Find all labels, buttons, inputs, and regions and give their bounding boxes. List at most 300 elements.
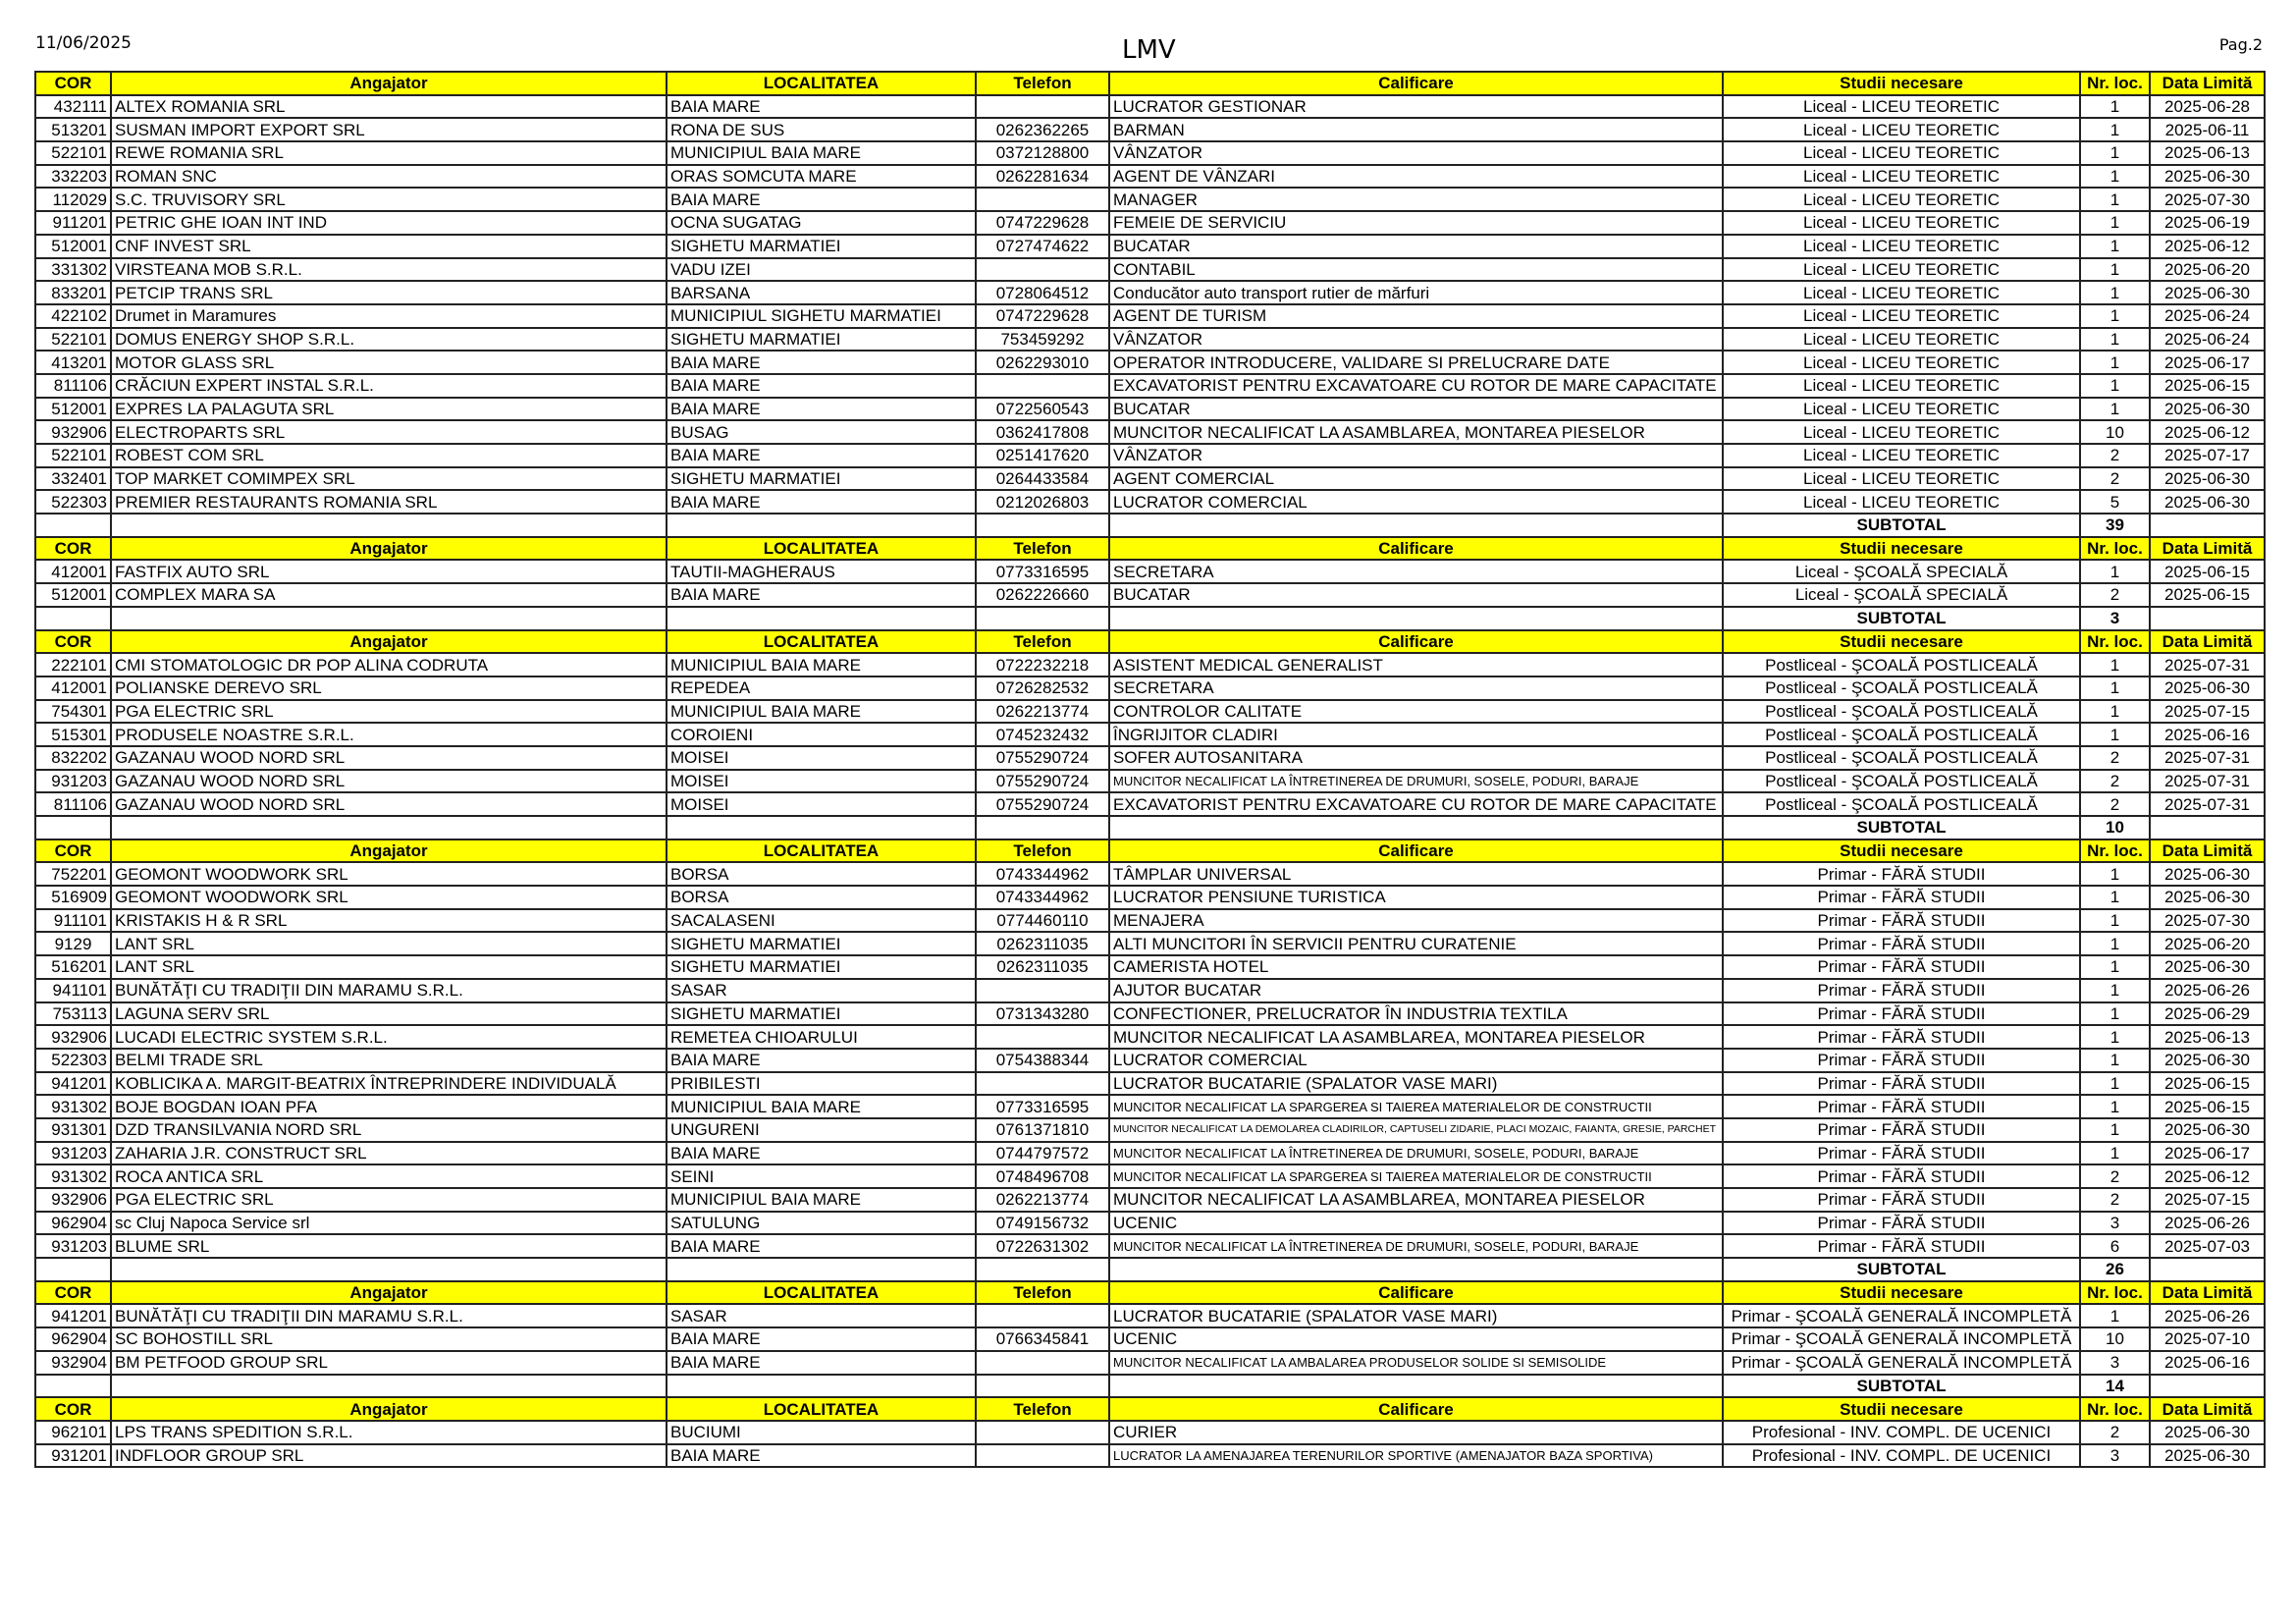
cell-studii: Primar - FĂRĂ STUDII bbox=[1723, 1025, 2080, 1049]
cell-cor: 432111 bbox=[35, 95, 111, 119]
cell-localitatea: COROIENI bbox=[667, 723, 976, 746]
cell-studii: Postliceal - ŞCOALĂ POSTLICEALĂ bbox=[1723, 677, 2080, 700]
column-header-calificare: Calificare bbox=[1109, 537, 1723, 561]
cell-localitatea: BAIA MARE bbox=[667, 1142, 976, 1165]
cell-nr-loc: 1 bbox=[2080, 677, 2150, 700]
empty-cell bbox=[111, 816, 667, 839]
cell-angajator: GEOMONT WOODWORK SRL bbox=[111, 886, 667, 909]
cell-data-limita: 2025-07-31 bbox=[2150, 653, 2265, 677]
cell-data-limita: 2025-06-20 bbox=[2150, 258, 2265, 282]
cell-angajator: ZAHARIA J.R. CONSTRUCT SRL bbox=[111, 1142, 667, 1165]
cell-data-limita: 2025-06-30 bbox=[2150, 886, 2265, 909]
cell-cor: 413201 bbox=[35, 351, 111, 374]
cell-studii: Primar - FĂRĂ STUDII bbox=[1723, 862, 2080, 886]
column-header-localitatea: LOCALITATEA bbox=[667, 1281, 976, 1305]
cell-studii: Liceal - LICEU TEORETIC bbox=[1723, 235, 2080, 258]
cell-angajator: ROMAN SNC bbox=[111, 165, 667, 189]
cell-calificare: CAMERISTA HOTEL bbox=[1109, 955, 1723, 979]
cell-localitatea: SIGHETU MARMATIEI bbox=[667, 328, 976, 352]
cell-cor: 522303 bbox=[35, 490, 111, 514]
cell-telefon bbox=[976, 1421, 1109, 1444]
column-header-localitatea: LOCALITATEA bbox=[667, 630, 976, 654]
cell-cor: 931301 bbox=[35, 1118, 111, 1142]
column-header-telefon: Telefon bbox=[976, 1281, 1109, 1305]
cell-localitatea: SACALASENI bbox=[667, 909, 976, 933]
cell-calificare: ÎNGRIJITOR CLADIRI bbox=[1109, 723, 1723, 746]
cell-cor: 422102 bbox=[35, 304, 111, 328]
column-header-localitatea: LOCALITATEA bbox=[667, 72, 976, 95]
subtotal-label: SUBTOTAL bbox=[1723, 514, 2080, 537]
cell-data-limita: 2025-07-10 bbox=[2150, 1327, 2265, 1351]
cell-studii: Liceal - LICEU TEORETIC bbox=[1723, 211, 2080, 235]
cell-nr-loc: 1 bbox=[2080, 560, 2150, 583]
subtotal-label: SUBTOTAL bbox=[1723, 1258, 2080, 1281]
table-row bbox=[35, 1002, 2265, 1026]
cell-studii: Primar - ŞCOALĂ GENERALĂ INCOMPLETĂ bbox=[1723, 1351, 2080, 1375]
column-header-data-limita: Data Limită bbox=[2150, 839, 2265, 863]
cell-telefon bbox=[976, 1351, 1109, 1375]
cell-angajator: sc Cluj Napoca Service srl bbox=[111, 1212, 667, 1235]
cell-telefon: 0748496708 bbox=[976, 1164, 1109, 1188]
cell-calificare: AJUTOR BUCATAR bbox=[1109, 979, 1723, 1002]
column-header-telefon: Telefon bbox=[976, 1397, 1109, 1421]
cell-telefon: 753459292 bbox=[976, 328, 1109, 352]
cell-telefon: 0212026803 bbox=[976, 490, 1109, 514]
cell-nr-loc: 5 bbox=[2080, 490, 2150, 514]
cell-angajator: COMPLEX MARA SA bbox=[111, 583, 667, 607]
column-header-studii: Studii necesare bbox=[1723, 839, 2080, 863]
cell-localitatea: BUSAG bbox=[667, 420, 976, 444]
cell-cor: 931203 bbox=[35, 1234, 111, 1258]
cell-telefon: 0745232432 bbox=[976, 723, 1109, 746]
cell-nr-loc: 2 bbox=[2080, 770, 2150, 793]
column-header-nr-loc: Nr. loc. bbox=[2080, 1281, 2150, 1305]
table-row bbox=[35, 723, 2265, 746]
cell-cor: 512001 bbox=[35, 398, 111, 421]
cell-calificare: AGENT COMERCIAL bbox=[1109, 467, 1723, 491]
cell-studii: Postliceal - ŞCOALĂ POSTLICEALĂ bbox=[1723, 792, 2080, 816]
table-row bbox=[35, 1444, 2265, 1468]
cell-data-limita: 2025-06-26 bbox=[2150, 979, 2265, 1002]
column-header-studii: Studii necesare bbox=[1723, 72, 2080, 95]
column-header-cor: COR bbox=[35, 537, 111, 561]
cell-data-limita: 2025-06-15 bbox=[2150, 1072, 2265, 1096]
column-header-nr-loc: Nr. loc. bbox=[2080, 630, 2150, 654]
cell-studii: Primar - FĂRĂ STUDII bbox=[1723, 1188, 2080, 1212]
cell-calificare: MUNCITOR NECALIFICAT LA AMBALAREA PRODUSELOR SOLIDE SI SEMISOLIDE bbox=[1109, 1351, 1723, 1375]
column-header-studii: Studii necesare bbox=[1723, 1281, 2080, 1305]
column-header-angajator: Angajator bbox=[111, 1281, 667, 1305]
cell-cor: 931203 bbox=[35, 1142, 111, 1165]
cell-calificare: AGENT DE TURISM bbox=[1109, 304, 1723, 328]
empty-cell bbox=[667, 1258, 976, 1281]
cell-localitatea: ORAS SOMCUTA MARE bbox=[667, 165, 976, 189]
cell-studii: Primar - FĂRĂ STUDII bbox=[1723, 1234, 2080, 1258]
subtotal-label: SUBTOTAL bbox=[1723, 816, 2080, 839]
table-row bbox=[35, 1188, 2265, 1212]
cell-telefon bbox=[976, 1304, 1109, 1327]
cell-localitatea: BAIA MARE bbox=[667, 188, 976, 211]
cell-localitatea: BAIA MARE bbox=[667, 398, 976, 421]
cell-cor: 932906 bbox=[35, 1188, 111, 1212]
column-header-angajator: Angajator bbox=[111, 1397, 667, 1421]
cell-nr-loc: 1 bbox=[2080, 1049, 2150, 1072]
column-header-cor: COR bbox=[35, 630, 111, 654]
cell-localitatea: MOISEI bbox=[667, 792, 976, 816]
column-header-calificare: Calificare bbox=[1109, 1281, 1723, 1305]
cell-telefon: 0766345841 bbox=[976, 1327, 1109, 1351]
cell-data-limita: 2025-07-03 bbox=[2150, 1234, 2265, 1258]
cell-nr-loc: 1 bbox=[2080, 723, 2150, 746]
table-row bbox=[35, 583, 2265, 607]
cell-nr-loc: 2 bbox=[2080, 467, 2150, 491]
cell-telefon: 0262226660 bbox=[976, 583, 1109, 607]
empty-cell bbox=[2150, 1258, 2265, 1281]
cell-telefon: 0264433584 bbox=[976, 467, 1109, 491]
cell-telefon: 0251417620 bbox=[976, 444, 1109, 467]
cell-telefon: 0754388344 bbox=[976, 1049, 1109, 1072]
cell-data-limita: 2025-07-31 bbox=[2150, 792, 2265, 816]
cell-studii: Primar - FĂRĂ STUDII bbox=[1723, 979, 2080, 1002]
cell-angajator: Drumet in Maramures bbox=[111, 304, 667, 328]
cell-data-limita: 2025-07-31 bbox=[2150, 746, 2265, 770]
section-header-row bbox=[35, 72, 2265, 95]
cell-localitatea: MUNICIPIUL BAIA MARE bbox=[667, 141, 976, 165]
empty-cell bbox=[2150, 1375, 2265, 1398]
cell-cor: 932906 bbox=[35, 1025, 111, 1049]
empty-cell bbox=[35, 1375, 111, 1398]
cell-nr-loc: 1 bbox=[2080, 188, 2150, 211]
empty-cell bbox=[667, 816, 976, 839]
cell-cor: 516201 bbox=[35, 955, 111, 979]
table-row bbox=[35, 955, 2265, 979]
subtotal-row bbox=[35, 816, 2265, 839]
cell-telefon: 0773316595 bbox=[976, 1095, 1109, 1118]
cell-telefon: 0749156732 bbox=[976, 1212, 1109, 1235]
cell-telefon: 0262213774 bbox=[976, 1188, 1109, 1212]
cell-nr-loc: 1 bbox=[2080, 398, 2150, 421]
cell-nr-loc: 3 bbox=[2080, 1351, 2150, 1375]
cell-nr-loc: 3 bbox=[2080, 1444, 2150, 1468]
table-row bbox=[35, 1118, 2265, 1142]
column-header-telefon: Telefon bbox=[976, 72, 1109, 95]
cell-cor: 932904 bbox=[35, 1351, 111, 1375]
cell-studii: Liceal - LICEU TEORETIC bbox=[1723, 398, 2080, 421]
cell-nr-loc: 1 bbox=[2080, 374, 2150, 398]
cell-telefon: 0747229628 bbox=[976, 211, 1109, 235]
cell-studii: Primar - FĂRĂ STUDII bbox=[1723, 909, 2080, 933]
cell-telefon: 0722631302 bbox=[976, 1234, 1109, 1258]
cell-data-limita: 2025-06-30 bbox=[2150, 1421, 2265, 1444]
table-row bbox=[35, 235, 2265, 258]
cell-localitatea: BAIA MARE bbox=[667, 351, 976, 374]
empty-cell bbox=[976, 514, 1109, 537]
table-row bbox=[35, 1327, 2265, 1351]
cell-studii: Primar - FĂRĂ STUDII bbox=[1723, 932, 2080, 955]
cell-calificare: OPERATOR INTRODUCERE, VALIDARE SI PRELUCRARE DATE bbox=[1109, 351, 1723, 374]
cell-data-limita: 2025-07-15 bbox=[2150, 700, 2265, 724]
cell-calificare: SECRETARA bbox=[1109, 560, 1723, 583]
cell-localitatea: SEINI bbox=[667, 1164, 976, 1188]
cell-telefon bbox=[976, 1025, 1109, 1049]
cell-cor: 941201 bbox=[35, 1304, 111, 1327]
cell-studii: Liceal - LICEU TEORETIC bbox=[1723, 374, 2080, 398]
cell-localitatea: MOISEI bbox=[667, 746, 976, 770]
cell-data-limita: 2025-06-30 bbox=[2150, 1049, 2265, 1072]
cell-calificare: SOFER AUTOSANITARA bbox=[1109, 746, 1723, 770]
column-header-angajator: Angajator bbox=[111, 839, 667, 863]
cell-studii: Primar - FĂRĂ STUDII bbox=[1723, 1118, 2080, 1142]
cell-studii: Liceal - LICEU TEORETIC bbox=[1723, 258, 2080, 282]
cell-studii: Liceal - ŞCOALĂ SPECIALĂ bbox=[1723, 583, 2080, 607]
cell-telefon: 0728064512 bbox=[976, 281, 1109, 304]
cell-telefon: 0262311035 bbox=[976, 932, 1109, 955]
cell-nr-loc: 2 bbox=[2080, 746, 2150, 770]
empty-cell bbox=[111, 1258, 667, 1281]
cell-nr-loc: 1 bbox=[2080, 95, 2150, 119]
column-header-studii: Studii necesare bbox=[1723, 1397, 2080, 1421]
table-row bbox=[35, 95, 2265, 119]
cell-nr-loc: 1 bbox=[2080, 211, 2150, 235]
cell-localitatea: BAIA MARE bbox=[667, 1049, 976, 1072]
column-header-angajator: Angajator bbox=[111, 72, 667, 95]
table-row bbox=[35, 304, 2265, 328]
cell-calificare: EXCAVATORIST PENTRU EXCAVATOARE CU ROTOR DE MARE CAPACITATE bbox=[1109, 374, 1723, 398]
cell-calificare: CONFECTIONER, PRELUCRATOR ÎN INDUSTRIA TEXTILA bbox=[1109, 1002, 1723, 1026]
cell-localitatea: BAIA MARE bbox=[667, 95, 976, 119]
cell-angajator: BOJE BOGDAN IOAN PFA bbox=[111, 1095, 667, 1118]
table-row bbox=[35, 1095, 2265, 1118]
section-header-row bbox=[35, 839, 2265, 863]
table-row bbox=[35, 1142, 2265, 1165]
empty-cell bbox=[1109, 1375, 1723, 1398]
cell-cor: 512001 bbox=[35, 583, 111, 607]
cell-data-limita: 2025-06-30 bbox=[2150, 677, 2265, 700]
table-row bbox=[35, 328, 2265, 352]
cell-nr-loc: 1 bbox=[2080, 1072, 2150, 1096]
cell-studii: Postliceal - ŞCOALĂ POSTLICEALĂ bbox=[1723, 653, 2080, 677]
cell-cor: 911201 bbox=[35, 211, 111, 235]
cell-data-limita: 2025-06-30 bbox=[2150, 281, 2265, 304]
cell-data-limita: 2025-06-30 bbox=[2150, 1118, 2265, 1142]
cell-angajator: ALTEX ROMANIA SRL bbox=[111, 95, 667, 119]
cell-telefon: 0262362265 bbox=[976, 118, 1109, 141]
cell-cor: 752201 bbox=[35, 862, 111, 886]
cell-localitatea: RONA DE SUS bbox=[667, 118, 976, 141]
column-header-data-limita: Data Limită bbox=[2150, 1281, 2265, 1305]
cell-nr-loc: 1 bbox=[2080, 932, 2150, 955]
cell-cor: 832202 bbox=[35, 746, 111, 770]
table-row bbox=[35, 165, 2265, 189]
column-header-cor: COR bbox=[35, 72, 111, 95]
cell-data-limita: 2025-06-12 bbox=[2150, 420, 2265, 444]
cell-studii: Liceal - LICEU TEORETIC bbox=[1723, 95, 2080, 119]
empty-cell bbox=[111, 607, 667, 630]
cell-data-limita: 2025-06-30 bbox=[2150, 165, 2265, 189]
cell-cor: 331302 bbox=[35, 258, 111, 282]
cell-telefon bbox=[976, 258, 1109, 282]
cell-calificare: BUCATAR bbox=[1109, 583, 1723, 607]
cell-calificare: VÂNZATOR bbox=[1109, 444, 1723, 467]
section-header-row bbox=[35, 537, 2265, 561]
cell-data-limita: 2025-07-30 bbox=[2150, 909, 2265, 933]
cell-nr-loc: 1 bbox=[2080, 955, 2150, 979]
cell-nr-loc: 3 bbox=[2080, 1212, 2150, 1235]
cell-calificare: VÂNZATOR bbox=[1109, 141, 1723, 165]
table-row bbox=[35, 700, 2265, 724]
cell-data-limita: 2025-06-26 bbox=[2150, 1304, 2265, 1327]
cell-nr-loc: 1 bbox=[2080, 1002, 2150, 1026]
table-row bbox=[35, 374, 2265, 398]
table-row bbox=[35, 932, 2265, 955]
cell-nr-loc: 1 bbox=[2080, 258, 2150, 282]
cell-angajator: ROBEST COM SRL bbox=[111, 444, 667, 467]
cell-localitatea: REMETEA CHIOARULUI bbox=[667, 1025, 976, 1049]
cell-localitatea: MUNICIPIUL BAIA MARE bbox=[667, 653, 976, 677]
cell-nr-loc: 1 bbox=[2080, 886, 2150, 909]
cell-angajator: S.C. TRUVISORY SRL bbox=[111, 188, 667, 211]
table-row bbox=[35, 281, 2265, 304]
cell-telefon: 0372128800 bbox=[976, 141, 1109, 165]
cell-calificare: MUNCITOR NECALIFICAT LA ÎNTRETINEREA DE DRUMURI, SOSELE, PODURI, BARAJE bbox=[1109, 770, 1723, 793]
cell-nr-loc: 1 bbox=[2080, 1142, 2150, 1165]
cell-data-limita: 2025-06-24 bbox=[2150, 328, 2265, 352]
cell-nr-loc: 2 bbox=[2080, 1188, 2150, 1212]
cell-cor: 941201 bbox=[35, 1072, 111, 1096]
cell-calificare: SECRETARA bbox=[1109, 677, 1723, 700]
cell-localitatea: REPEDEA bbox=[667, 677, 976, 700]
cell-angajator: INDFLOOR GROUP SRL bbox=[111, 1444, 667, 1468]
cell-telefon bbox=[976, 979, 1109, 1002]
empty-cell bbox=[35, 607, 111, 630]
cell-nr-loc: 1 bbox=[2080, 1025, 2150, 1049]
subtotal-row bbox=[35, 514, 2265, 537]
cell-localitatea: VADU IZEI bbox=[667, 258, 976, 282]
cell-studii: Postliceal - ŞCOALĂ POSTLICEALĂ bbox=[1723, 723, 2080, 746]
cell-nr-loc: 1 bbox=[2080, 141, 2150, 165]
cell-studii: Primar - FĂRĂ STUDII bbox=[1723, 1142, 2080, 1165]
cell-nr-loc: 1 bbox=[2080, 1118, 2150, 1142]
cell-calificare: MUNCITOR NECALIFICAT LA SPARGEREA SI TAIEREA MATERIALELOR DE CONSTRUCTII bbox=[1109, 1095, 1723, 1118]
cell-nr-loc: 1 bbox=[2080, 235, 2150, 258]
cell-angajator: FASTFIX AUTO SRL bbox=[111, 560, 667, 583]
table-row bbox=[35, 746, 2265, 770]
cell-studii: Primar - FĂRĂ STUDII bbox=[1723, 886, 2080, 909]
empty-cell bbox=[1109, 816, 1723, 839]
cell-data-limita: 2025-06-12 bbox=[2150, 1164, 2265, 1188]
table-row bbox=[35, 444, 2265, 467]
cell-cor: 962904 bbox=[35, 1212, 111, 1235]
cell-studii: Postliceal - ŞCOALĂ POSTLICEALĂ bbox=[1723, 746, 2080, 770]
cell-data-limita: 2025-06-13 bbox=[2150, 1025, 2265, 1049]
column-header-telefon: Telefon bbox=[976, 839, 1109, 863]
cell-angajator: SC BOHOSTILL SRL bbox=[111, 1327, 667, 1351]
cell-angajator: BELMI TRADE SRL bbox=[111, 1049, 667, 1072]
cell-cor: 522101 bbox=[35, 328, 111, 352]
cell-localitatea: SIGHETU MARMATIEI bbox=[667, 1002, 976, 1026]
cell-cor: 412001 bbox=[35, 560, 111, 583]
cell-telefon: 0362417808 bbox=[976, 420, 1109, 444]
cell-telefon: 0262281634 bbox=[976, 165, 1109, 189]
cell-angajator: GAZANAU WOOD NORD SRL bbox=[111, 770, 667, 793]
section-header-row bbox=[35, 1397, 2265, 1421]
cell-calificare: MUNCITOR NECALIFICAT LA SPARGEREA SI TAIEREA MATERIALELOR DE CONSTRUCTII bbox=[1109, 1164, 1723, 1188]
empty-cell bbox=[35, 816, 111, 839]
table-row bbox=[35, 862, 2265, 886]
cell-calificare: MANAGER bbox=[1109, 188, 1723, 211]
cell-angajator: LANT SRL bbox=[111, 932, 667, 955]
cell-telefon: 0755290724 bbox=[976, 792, 1109, 816]
cell-calificare: MUNCITOR NECALIFICAT LA ASAMBLAREA, MONTAREA PIESELOR bbox=[1109, 1188, 1723, 1212]
cell-data-limita: 2025-06-29 bbox=[2150, 1002, 2265, 1026]
subtotal-row bbox=[35, 1258, 2265, 1281]
cell-calificare: MUNCITOR NECALIFICAT LA ASAMBLAREA, MONTAREA PIESELOR bbox=[1109, 1025, 1723, 1049]
cell-data-limita: 2025-07-17 bbox=[2150, 444, 2265, 467]
cell-telefon: 0743344962 bbox=[976, 862, 1109, 886]
cell-localitatea: SASAR bbox=[667, 979, 976, 1002]
table-row bbox=[35, 1351, 2265, 1375]
table-row bbox=[35, 1164, 2265, 1188]
cell-angajator: VIRSTEANA MOB S.R.L. bbox=[111, 258, 667, 282]
empty-cell bbox=[976, 1375, 1109, 1398]
subtotal-value: 26 bbox=[2080, 1258, 2150, 1281]
table-row bbox=[35, 1234, 2265, 1258]
cell-calificare: MENAJERA bbox=[1109, 909, 1723, 933]
cell-cor: 811106 bbox=[35, 792, 111, 816]
empty-cell bbox=[667, 607, 976, 630]
cell-calificare: UCENIC bbox=[1109, 1212, 1723, 1235]
cell-calificare: Conducător auto transport rutier de mărfuri bbox=[1109, 281, 1723, 304]
cell-angajator: DZD TRANSILVANIA NORD SRL bbox=[111, 1118, 667, 1142]
cell-calificare: MUNCITOR NECALIFICAT LA ASAMBLAREA, MONTAREA PIESELOR bbox=[1109, 420, 1723, 444]
cell-localitatea: SATULUNG bbox=[667, 1212, 976, 1235]
cell-data-limita: 2025-06-30 bbox=[2150, 490, 2265, 514]
cell-data-limita: 2025-06-15 bbox=[2150, 560, 2265, 583]
cell-calificare: LUCRATOR COMERCIAL bbox=[1109, 1049, 1723, 1072]
empty-cell bbox=[1109, 514, 1723, 537]
cell-telefon: 0761371810 bbox=[976, 1118, 1109, 1142]
cell-calificare: LUCRATOR PENSIUNE TURISTICA bbox=[1109, 886, 1723, 909]
cell-angajator: REWE ROMANIA SRL bbox=[111, 141, 667, 165]
cell-data-limita: 2025-06-16 bbox=[2150, 723, 2265, 746]
cell-studii: Primar - ŞCOALĂ GENERALĂ INCOMPLETĂ bbox=[1723, 1327, 2080, 1351]
cell-nr-loc: 1 bbox=[2080, 304, 2150, 328]
cell-localitatea: UNGURENI bbox=[667, 1118, 976, 1142]
column-header-nr-loc: Nr. loc. bbox=[2080, 72, 2150, 95]
cell-calificare: BARMAN bbox=[1109, 118, 1723, 141]
cell-nr-loc: 1 bbox=[2080, 328, 2150, 352]
cell-data-limita: 2025-06-30 bbox=[2150, 1444, 2265, 1468]
cell-nr-loc: 1 bbox=[2080, 979, 2150, 1002]
cell-localitatea: SIGHETU MARMATIEI bbox=[667, 235, 976, 258]
cell-studii: Liceal - LICEU TEORETIC bbox=[1723, 467, 2080, 491]
empty-cell bbox=[976, 816, 1109, 839]
cell-telefon: 0727474622 bbox=[976, 235, 1109, 258]
subtotal-value: 14 bbox=[2080, 1375, 2150, 1398]
section-header-row bbox=[35, 1281, 2265, 1305]
cell-telefon: 0755290724 bbox=[976, 770, 1109, 793]
cell-angajator: CNF INVEST SRL bbox=[111, 235, 667, 258]
cell-studii: Primar - FĂRĂ STUDII bbox=[1723, 1212, 2080, 1235]
column-header-nr-loc: Nr. loc. bbox=[2080, 537, 2150, 561]
column-header-data-limita: Data Limită bbox=[2150, 630, 2265, 654]
cell-data-limita: 2025-07-31 bbox=[2150, 770, 2265, 793]
cell-studii: Liceal - ŞCOALĂ SPECIALĂ bbox=[1723, 560, 2080, 583]
cell-calificare: FEMEIE DE SERVICIU bbox=[1109, 211, 1723, 235]
column-header-localitatea: LOCALITATEA bbox=[667, 537, 976, 561]
table-row bbox=[35, 653, 2265, 677]
cell-nr-loc: 1 bbox=[2080, 281, 2150, 304]
